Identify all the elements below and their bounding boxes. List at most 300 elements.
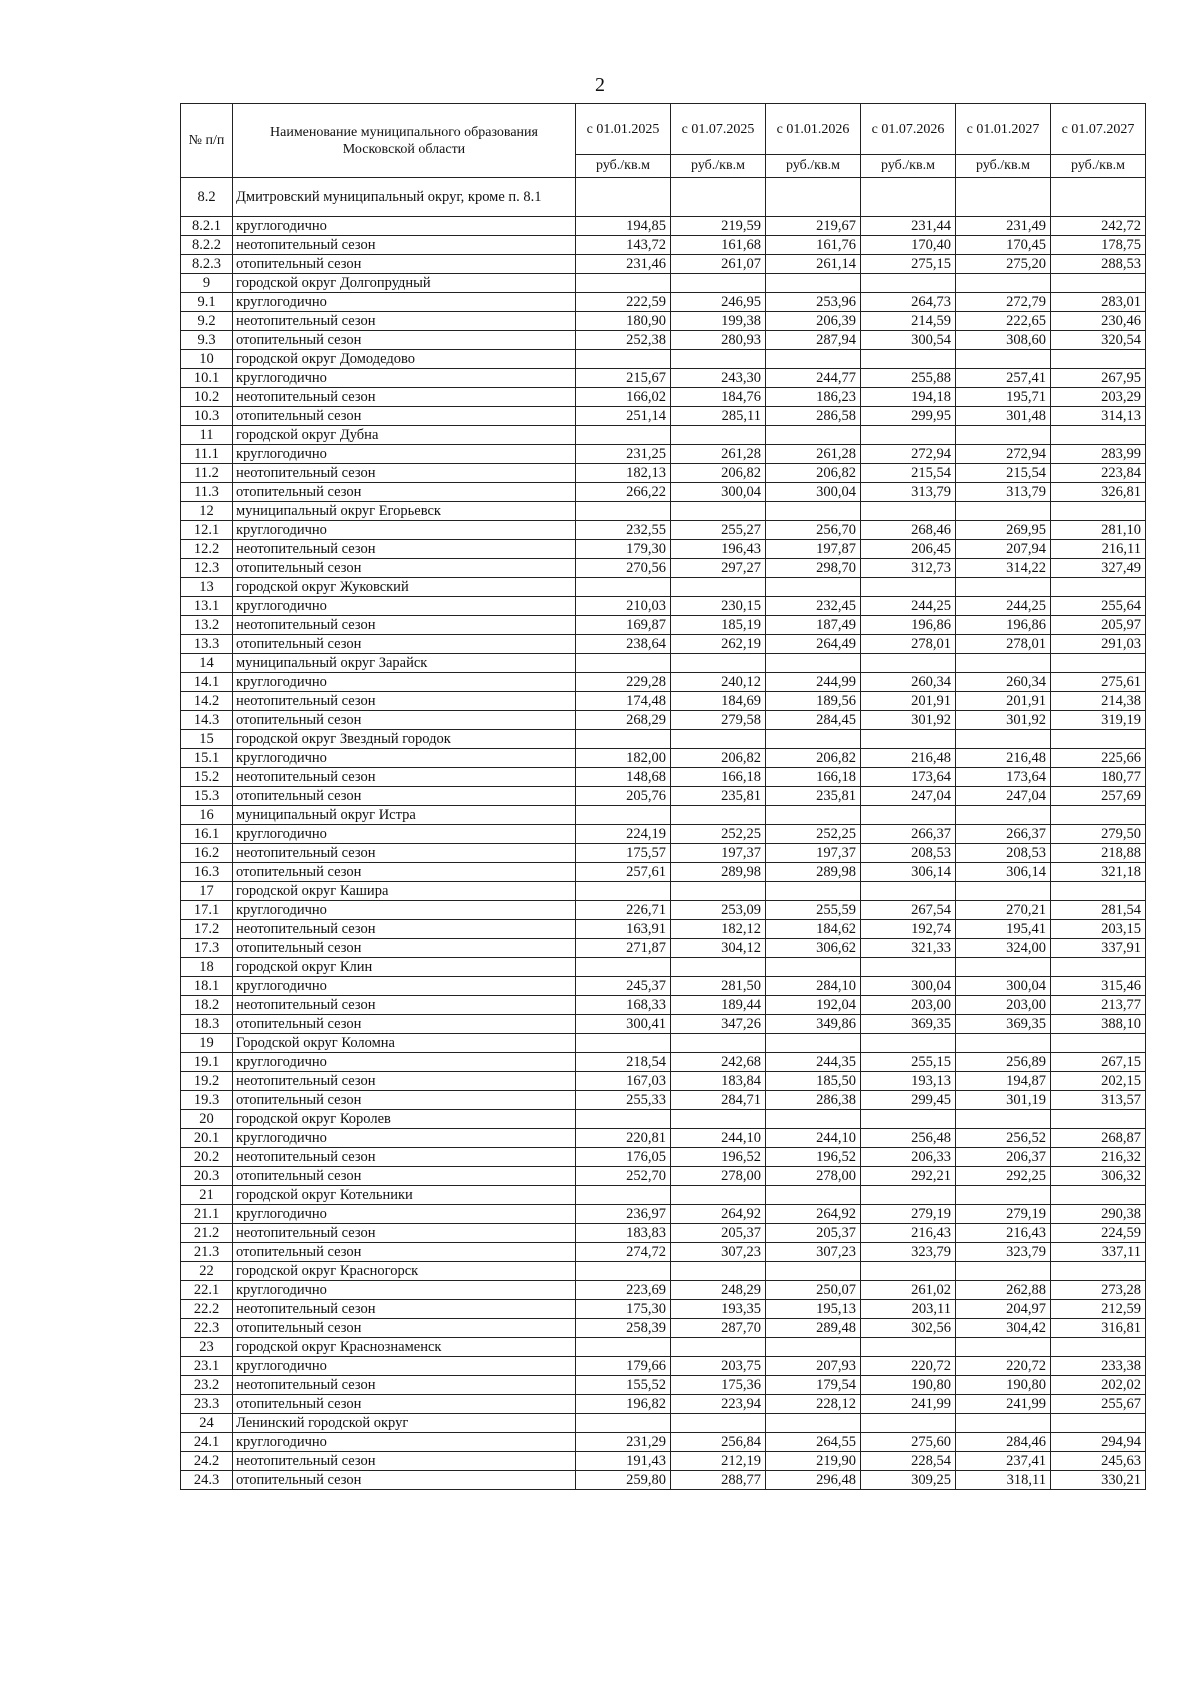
tariff-value <box>1051 654 1146 673</box>
district-row <box>181 882 1146 901</box>
tariff-value: 201,91 <box>861 692 956 711</box>
tariff-value: 307,23 <box>671 1243 766 1262</box>
tariff-value: 269,95 <box>956 521 1051 540</box>
tariff-value <box>1051 578 1146 597</box>
tariff-value <box>576 1262 671 1281</box>
tariff-value: 261,28 <box>671 445 766 464</box>
table-row <box>181 673 1146 692</box>
table-row <box>181 1224 1146 1243</box>
tariff-value: 206,82 <box>671 464 766 483</box>
tariff-value: 255,33 <box>576 1091 671 1110</box>
row-number: 10.3 <box>181 407 233 426</box>
season-name: отопительный сезон <box>233 1319 576 1338</box>
tariff-value: 323,79 <box>956 1243 1051 1262</box>
row-number: 21 <box>181 1186 233 1205</box>
tariff-value: 264,92 <box>671 1205 766 1224</box>
tariff-value <box>956 274 1051 293</box>
season-name: круглогодично <box>233 1357 576 1376</box>
tariff-value: 258,39 <box>576 1319 671 1338</box>
header-period: с 01.01.2026 <box>766 104 861 155</box>
table-row <box>181 901 1146 920</box>
tariff-value: 226,71 <box>576 901 671 920</box>
tariff-value <box>956 1338 1051 1357</box>
tariff-value: 204,97 <box>956 1300 1051 1319</box>
district-name: городской округ Дубна <box>233 426 576 445</box>
tariff-value <box>766 350 861 369</box>
district-row <box>181 1034 1146 1053</box>
header-period: с 01.07.2027 <box>1051 104 1146 155</box>
tariff-value: 231,29 <box>576 1433 671 1452</box>
tariff-value <box>766 730 861 749</box>
tariff-value <box>861 426 956 445</box>
season-name: круглогодично <box>233 673 576 692</box>
tariff-value: 264,55 <box>766 1433 861 1452</box>
district-row <box>181 1338 1146 1357</box>
table-row <box>181 996 1146 1015</box>
season-name: круглогодично <box>233 369 576 388</box>
tariff-value: 175,57 <box>576 844 671 863</box>
header-unit: руб./кв.м <box>956 155 1051 178</box>
season-name: круглогодично <box>233 445 576 464</box>
tariff-value <box>861 502 956 521</box>
tariff-value: 237,41 <box>956 1452 1051 1471</box>
season-name: неотопительный сезон <box>233 768 576 787</box>
tariff-value: 155,52 <box>576 1376 671 1395</box>
tariff-value: 301,92 <box>956 711 1051 730</box>
table-row <box>181 1091 1146 1110</box>
tariff-value: 257,61 <box>576 863 671 882</box>
tariff-value: 242,72 <box>1051 217 1146 236</box>
season-name: неотопительный сезон <box>233 616 576 635</box>
row-number: 11.2 <box>181 464 233 483</box>
tariff-value <box>576 1186 671 1205</box>
tariff-value: 314,22 <box>956 559 1051 578</box>
district-row <box>181 578 1146 597</box>
tariff-value: 304,12 <box>671 939 766 958</box>
tariff-value: 216,48 <box>861 749 956 768</box>
season-name: круглогодично <box>233 977 576 996</box>
season-name: отопительный сезон <box>233 1091 576 1110</box>
row-number: 18.2 <box>181 996 233 1015</box>
tariff-value: 202,15 <box>1051 1072 1146 1091</box>
tariff-value: 219,67 <box>766 217 861 236</box>
row-number: 20.1 <box>181 1129 233 1148</box>
tariff-value: 224,59 <box>1051 1224 1146 1243</box>
row-number: 13.3 <box>181 635 233 654</box>
row-number: 17 <box>181 882 233 901</box>
tariff-value: 261,02 <box>861 1281 956 1300</box>
tariff-value: 321,18 <box>1051 863 1146 882</box>
tariff-value: 247,04 <box>956 787 1051 806</box>
tariff-value <box>671 806 766 825</box>
tariff-value <box>956 1186 1051 1205</box>
row-number: 24.2 <box>181 1452 233 1471</box>
tariff-value: 205,37 <box>766 1224 861 1243</box>
tariff-value: 233,38 <box>1051 1357 1146 1376</box>
tariff-value: 182,13 <box>576 464 671 483</box>
tariff-value: 315,46 <box>1051 977 1146 996</box>
table-row <box>181 939 1146 958</box>
tariff-value: 261,07 <box>671 255 766 274</box>
district-row <box>181 350 1146 369</box>
district-row <box>181 1414 1146 1433</box>
tariff-value: 252,25 <box>766 825 861 844</box>
row-number: 15.1 <box>181 749 233 768</box>
tariff-value: 206,39 <box>766 312 861 331</box>
tariff-value <box>671 730 766 749</box>
tariff-value <box>956 1414 1051 1433</box>
tariff-value <box>956 178 1051 217</box>
tariff-value: 196,52 <box>671 1148 766 1167</box>
row-number: 18 <box>181 958 233 977</box>
tariff-value: 275,15 <box>861 255 956 274</box>
row-number: 11 <box>181 426 233 445</box>
tariff-value <box>671 578 766 597</box>
district-row <box>181 730 1146 749</box>
table-row <box>181 293 1146 312</box>
tariff-value: 197,37 <box>766 844 861 863</box>
row-number: 23 <box>181 1338 233 1357</box>
tariff-value: 267,95 <box>1051 369 1146 388</box>
tariff-value: 203,15 <box>1051 920 1146 939</box>
tariff-value <box>861 806 956 825</box>
tariff-value: 231,25 <box>576 445 671 464</box>
season-name: неотопительный сезон <box>233 1148 576 1167</box>
tariff-value: 306,32 <box>1051 1167 1146 1186</box>
season-name: отопительный сезон <box>233 635 576 654</box>
table-row <box>181 1243 1146 1262</box>
table-row <box>181 1281 1146 1300</box>
tariff-value: 274,72 <box>576 1243 671 1262</box>
tariff-value: 278,01 <box>861 635 956 654</box>
tariff-value <box>861 730 956 749</box>
tariff-value <box>861 1110 956 1129</box>
table-row <box>181 768 1146 787</box>
table-row <box>181 825 1146 844</box>
table-row <box>181 1300 1146 1319</box>
season-name: отопительный сезон <box>233 559 576 578</box>
tariff-value: 143,72 <box>576 236 671 255</box>
tariff-value <box>766 1262 861 1281</box>
tariff-value: 326,81 <box>1051 483 1146 502</box>
tariff-value: 183,83 <box>576 1224 671 1243</box>
tariff-value: 244,10 <box>671 1129 766 1148</box>
row-number: 14.3 <box>181 711 233 730</box>
tariff-value: 255,88 <box>861 369 956 388</box>
tariff-value: 231,49 <box>956 217 1051 236</box>
table-row <box>181 977 1146 996</box>
tariff-value: 218,88 <box>1051 844 1146 863</box>
table-row <box>181 559 1146 578</box>
tariff-value: 284,45 <box>766 711 861 730</box>
tariff-value <box>861 178 956 217</box>
header-period: с 01.07.2026 <box>861 104 956 155</box>
table-row <box>181 255 1146 274</box>
table-header <box>181 104 1146 178</box>
row-number: 8.2.1 <box>181 217 233 236</box>
row-number: 9.2 <box>181 312 233 331</box>
tariff-value: 308,60 <box>956 331 1051 350</box>
row-number: 16 <box>181 806 233 825</box>
tariff-value <box>671 1262 766 1281</box>
tariff-value: 244,25 <box>861 597 956 616</box>
tariff-value: 266,37 <box>861 825 956 844</box>
tariff-value: 314,13 <box>1051 407 1146 426</box>
tariff-value <box>576 958 671 977</box>
tariff-value: 220,72 <box>956 1357 1051 1376</box>
season-name: круглогодично <box>233 597 576 616</box>
header-unit: руб./кв.м <box>576 155 671 178</box>
tariff-value: 205,76 <box>576 787 671 806</box>
tariff-value: 313,79 <box>956 483 1051 502</box>
table-row <box>181 1357 1146 1376</box>
tariff-value <box>956 958 1051 977</box>
tariff-value: 206,82 <box>766 749 861 768</box>
tariff-value: 270,56 <box>576 559 671 578</box>
tariff-value: 278,01 <box>956 635 1051 654</box>
row-number: 18.1 <box>181 977 233 996</box>
tariff-value <box>766 578 861 597</box>
tariff-value: 175,36 <box>671 1376 766 1395</box>
tariff-value: 255,64 <box>1051 597 1146 616</box>
row-number: 8.2 <box>181 178 233 217</box>
row-number: 14.2 <box>181 692 233 711</box>
tariff-value: 182,00 <box>576 749 671 768</box>
tariff-value: 212,19 <box>671 1452 766 1471</box>
tariff-value: 166,18 <box>671 768 766 787</box>
tariff-value: 321,33 <box>861 939 956 958</box>
tariff-value <box>956 1110 1051 1129</box>
district-name: городской округ Красногорск <box>233 1262 576 1281</box>
tariff-value <box>956 654 1051 673</box>
tariff-value: 208,53 <box>861 844 956 863</box>
tariff-value: 215,67 <box>576 369 671 388</box>
tariff-value <box>576 178 671 217</box>
tariff-value: 316,81 <box>1051 1319 1146 1338</box>
tariff-value: 229,28 <box>576 673 671 692</box>
tariff-value: 292,21 <box>861 1167 956 1186</box>
row-number: 24.3 <box>181 1471 233 1490</box>
tariff-value <box>861 958 956 977</box>
tariff-value: 275,60 <box>861 1433 956 1452</box>
tariff-value: 232,45 <box>766 597 861 616</box>
tariff-value: 278,00 <box>766 1167 861 1186</box>
table-row <box>181 483 1146 502</box>
tariff-value: 168,33 <box>576 996 671 1015</box>
tariff-value: 306,62 <box>766 939 861 958</box>
season-name: неотопительный сезон <box>233 312 576 331</box>
table-row <box>181 844 1146 863</box>
tariff-value: 194,85 <box>576 217 671 236</box>
district-row <box>181 1262 1146 1281</box>
table-row <box>181 521 1146 540</box>
tariff-value: 253,96 <box>766 293 861 312</box>
tariff-value: 255,27 <box>671 521 766 540</box>
row-number: 24 <box>181 1414 233 1433</box>
tariff-value <box>576 1110 671 1129</box>
tariff-value: 252,38 <box>576 331 671 350</box>
tariff-value <box>576 426 671 445</box>
row-number: 8.2.2 <box>181 236 233 255</box>
season-name: круглогодично <box>233 1433 576 1452</box>
table-row <box>181 787 1146 806</box>
tariff-value <box>956 578 1051 597</box>
tariff-value: 250,07 <box>766 1281 861 1300</box>
tariff-value: 163,91 <box>576 920 671 939</box>
tariff-value <box>861 1034 956 1053</box>
tariff-value <box>766 1186 861 1205</box>
tariff-value <box>671 178 766 217</box>
row-number: 11.1 <box>181 445 233 464</box>
tariff-value: 337,91 <box>1051 939 1146 958</box>
tariff-value: 216,43 <box>861 1224 956 1243</box>
table-row <box>181 1433 1146 1452</box>
tariff-value <box>766 274 861 293</box>
tariff-value: 262,19 <box>671 635 766 654</box>
tariff-value: 320,54 <box>1051 331 1146 350</box>
tariff-value: 289,98 <box>671 863 766 882</box>
table-row <box>181 312 1146 331</box>
tariff-value <box>1051 958 1146 977</box>
tariff-value: 242,68 <box>671 1053 766 1072</box>
tariff-value: 318,11 <box>956 1471 1051 1490</box>
row-number: 23.2 <box>181 1376 233 1395</box>
row-number: 21.2 <box>181 1224 233 1243</box>
table-row <box>181 331 1146 350</box>
row-number: 21.3 <box>181 1243 233 1262</box>
tariff-value: 279,58 <box>671 711 766 730</box>
table-row <box>181 388 1146 407</box>
tariff-value: 196,86 <box>861 616 956 635</box>
tariff-value: 290,38 <box>1051 1205 1146 1224</box>
tariff-value <box>956 502 1051 521</box>
tariff-value <box>671 958 766 977</box>
tariff-value <box>1051 1338 1146 1357</box>
tariff-value: 170,40 <box>861 236 956 255</box>
tariff-value <box>671 426 766 445</box>
tariff-value: 272,79 <box>956 293 1051 312</box>
season-name: неотопительный сезон <box>233 1452 576 1471</box>
row-number: 12.1 <box>181 521 233 540</box>
tariff-value: 287,94 <box>766 331 861 350</box>
season-name: неотопительный сезон <box>233 1376 576 1395</box>
season-name: отопительный сезон <box>233 711 576 730</box>
district-row <box>181 1186 1146 1205</box>
tariff-value: 203,11 <box>861 1300 956 1319</box>
tariff-value: 184,76 <box>671 388 766 407</box>
tariff-value: 245,37 <box>576 977 671 996</box>
tariff-value: 261,28 <box>766 445 861 464</box>
tariff-value: 190,80 <box>956 1376 1051 1395</box>
tariff-value: 230,15 <box>671 597 766 616</box>
tariff-value: 279,50 <box>1051 825 1146 844</box>
season-name: отопительный сезон <box>233 331 576 350</box>
district-name: городской округ Жуковский <box>233 578 576 597</box>
row-number: 18.3 <box>181 1015 233 1034</box>
district-row <box>181 958 1146 977</box>
season-name: круглогодично <box>233 217 576 236</box>
tariff-value: 245,63 <box>1051 1452 1146 1471</box>
tariff-value <box>1051 730 1146 749</box>
tariff-value: 301,92 <box>861 711 956 730</box>
season-name: неотопительный сезон <box>233 920 576 939</box>
row-number: 22 <box>181 1262 233 1281</box>
header-unit: руб./кв.м <box>861 155 956 178</box>
season-name: неотопительный сезон <box>233 692 576 711</box>
table-row <box>181 540 1146 559</box>
tariff-value: 178,75 <box>1051 236 1146 255</box>
tariff-value: 196,86 <box>956 616 1051 635</box>
tariff-value: 186,23 <box>766 388 861 407</box>
row-number: 24.1 <box>181 1433 233 1452</box>
tariff-value: 255,67 <box>1051 1395 1146 1414</box>
table-row <box>181 1072 1146 1091</box>
tariff-value: 225,66 <box>1051 749 1146 768</box>
table-row <box>181 407 1146 426</box>
tariff-value <box>766 426 861 445</box>
district-name: городской округ Котельники <box>233 1186 576 1205</box>
row-number: 9.1 <box>181 293 233 312</box>
header-unit: руб./кв.м <box>671 155 766 178</box>
tariff-value: 215,54 <box>861 464 956 483</box>
tariff-value <box>671 1414 766 1433</box>
row-number: 16.2 <box>181 844 233 863</box>
tariff-value: 257,69 <box>1051 787 1146 806</box>
tariff-value: 231,46 <box>576 255 671 274</box>
tariff-value: 167,03 <box>576 1072 671 1091</box>
tariff-value <box>1051 1262 1146 1281</box>
tariff-value: 270,21 <box>956 901 1051 920</box>
district-row <box>181 806 1146 825</box>
table-row <box>181 711 1146 730</box>
tariff-value <box>576 1034 671 1053</box>
tariff-value <box>956 1034 1051 1053</box>
row-number: 22.3 <box>181 1319 233 1338</box>
tariff-value: 330,21 <box>1051 1471 1146 1490</box>
table-row <box>181 1376 1146 1395</box>
tariff-value: 286,38 <box>766 1091 861 1110</box>
season-name: круглогодично <box>233 1281 576 1300</box>
tariff-value: 275,20 <box>956 255 1051 274</box>
tariff-value <box>956 350 1051 369</box>
tariff-value: 251,14 <box>576 407 671 426</box>
tariff-value: 173,64 <box>861 768 956 787</box>
tariff-value <box>671 882 766 901</box>
tariff-value: 220,81 <box>576 1129 671 1148</box>
tariff-value: 257,41 <box>956 369 1051 388</box>
tariff-value <box>766 654 861 673</box>
tariff-value: 216,48 <box>956 749 1051 768</box>
tariff-value: 313,79 <box>861 483 956 502</box>
season-name: неотопительный сезон <box>233 540 576 559</box>
row-number: 22.1 <box>181 1281 233 1300</box>
season-name: неотопительный сезон <box>233 1072 576 1091</box>
season-name: отопительный сезон <box>233 255 576 274</box>
tariff-value: 256,89 <box>956 1053 1051 1072</box>
tariff-value: 256,84 <box>671 1433 766 1452</box>
tariff-value: 192,74 <box>861 920 956 939</box>
district-row <box>181 426 1146 445</box>
table-row <box>181 1319 1146 1338</box>
tariff-value: 182,12 <box>671 920 766 939</box>
row-number: 19.1 <box>181 1053 233 1072</box>
tariff-value <box>671 654 766 673</box>
season-name: отопительный сезон <box>233 863 576 882</box>
row-number: 9.3 <box>181 331 233 350</box>
tariff-value: 214,59 <box>861 312 956 331</box>
tariff-value: 264,49 <box>766 635 861 654</box>
tariff-value: 300,54 <box>861 331 956 350</box>
